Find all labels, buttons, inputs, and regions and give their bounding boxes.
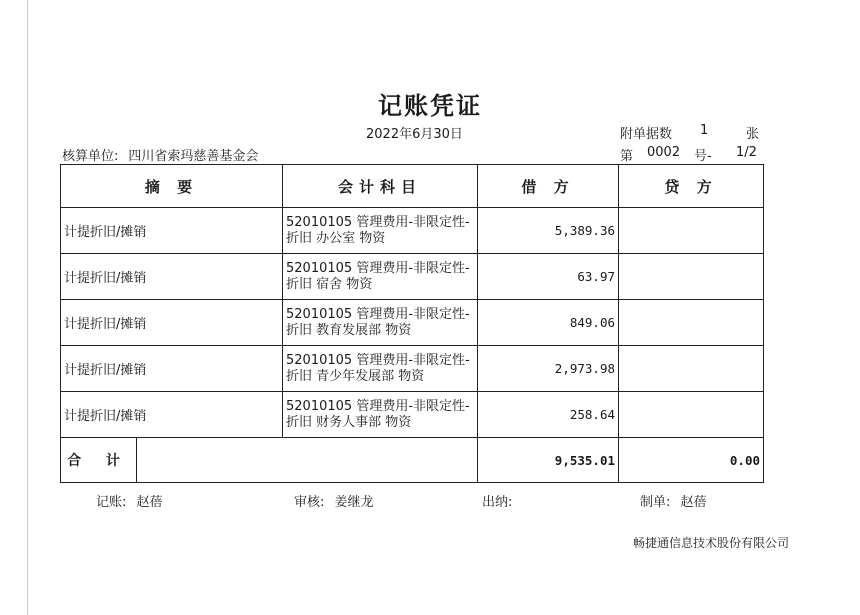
debit-cell: 2,973.98 [478, 346, 619, 392]
debit-cell: 63.97 [478, 254, 619, 300]
credit-cell [619, 346, 764, 392]
account-cell [283, 254, 478, 300]
footer-cashier [482, 491, 518, 510]
voucher-number-value: 0002 [647, 145, 681, 160]
summary-cell: 计提折旧/摊销 [61, 208, 283, 254]
total-blank-cell [137, 438, 478, 483]
accounting-unit-value: 四川省索玛慈善基金会 [128, 149, 259, 164]
summary-cell: 计提折旧/摊销 [61, 392, 283, 438]
account-detail-line: 折旧 办公室 物资 [286, 230, 386, 246]
header-credit: 贷 方 [619, 165, 764, 208]
attachments-unit: 张 [746, 127, 760, 142]
voucher-title: 记账凭证 [378, 91, 482, 120]
attachments-number: 1 [700, 123, 709, 138]
account-cell [283, 300, 478, 346]
footer-preparer [640, 491, 707, 510]
account-cell [283, 346, 478, 392]
table-row [61, 346, 764, 392]
software-company: 畅捷通信息技术股份有限公司 [633, 536, 790, 550]
summary-cell: 计提折旧/摊销 [61, 254, 283, 300]
table-header-row [61, 165, 764, 208]
table-row [61, 392, 764, 438]
reviewer-label: 审核: [294, 495, 325, 510]
account-code-line: 52010105 管理费用-非限定性- [286, 352, 470, 368]
credit-cell [619, 254, 764, 300]
account-code-line: 52010105 管理费用-非限定性- [286, 214, 470, 230]
preparer-label: 制单: [640, 495, 671, 510]
bookkeeper-label: 记账: [96, 495, 127, 510]
header-account: 会计科目 [283, 165, 478, 208]
account-detail-line: 折旧 宿舍 物资 [286, 276, 373, 292]
total-debit: 9,535.01 [478, 438, 619, 483]
accounting-unit [62, 145, 258, 164]
voucher-table [60, 164, 764, 483]
preparer-name: 赵蓓 [680, 495, 707, 510]
summary-cell: 计提折旧/摊销 [61, 300, 283, 346]
table-row [61, 300, 764, 346]
account-cell [283, 392, 478, 438]
cashier-label: 出纳: [482, 495, 513, 510]
account-code-line: 52010105 管理费用-非限定性- [286, 260, 470, 276]
voucher-number-suffix: 号- [694, 149, 712, 164]
header-summary: 摘 要 [61, 165, 283, 208]
debit-cell: 849.06 [478, 300, 619, 346]
account-detail-line: 折旧 教育发展部 物资 [286, 322, 412, 338]
footer-bookkeeper [96, 491, 163, 510]
accounting-unit-label: 核算单位: [62, 149, 119, 164]
attachments-label: 附单据数 [620, 127, 673, 142]
account-code-line: 52010105 管理费用-非限定性- [286, 398, 470, 414]
account-detail-line: 折旧 青少年发展部 物资 [286, 368, 425, 384]
total-label: 合 计 [61, 438, 137, 483]
account-cell [283, 208, 478, 254]
credit-cell [619, 300, 764, 346]
total-row [61, 438, 764, 483]
summary-cell: 计提折旧/摊销 [61, 346, 283, 392]
account-code-line: 52010105 管理费用-非限定性- [286, 306, 470, 322]
voucher-page: 1/2 [736, 145, 757, 160]
footer-reviewer [294, 491, 374, 510]
credit-cell [619, 392, 764, 438]
debit-cell: 258.64 [478, 392, 619, 438]
voucher-date: 2022年6月30日 [366, 127, 463, 142]
voucher-number-prefix: 第 [620, 149, 634, 164]
table-row [61, 254, 764, 300]
debit-cell: 5,389.36 [478, 208, 619, 254]
table-row [61, 208, 764, 254]
total-credit: 0.00 [619, 438, 764, 483]
account-detail-line: 折旧 财务人事部 物资 [286, 414, 412, 430]
bookkeeper-name: 赵蓓 [136, 495, 163, 510]
header-debit: 借 方 [478, 165, 619, 208]
credit-cell [619, 208, 764, 254]
reviewer-name: 姜继龙 [334, 495, 374, 510]
